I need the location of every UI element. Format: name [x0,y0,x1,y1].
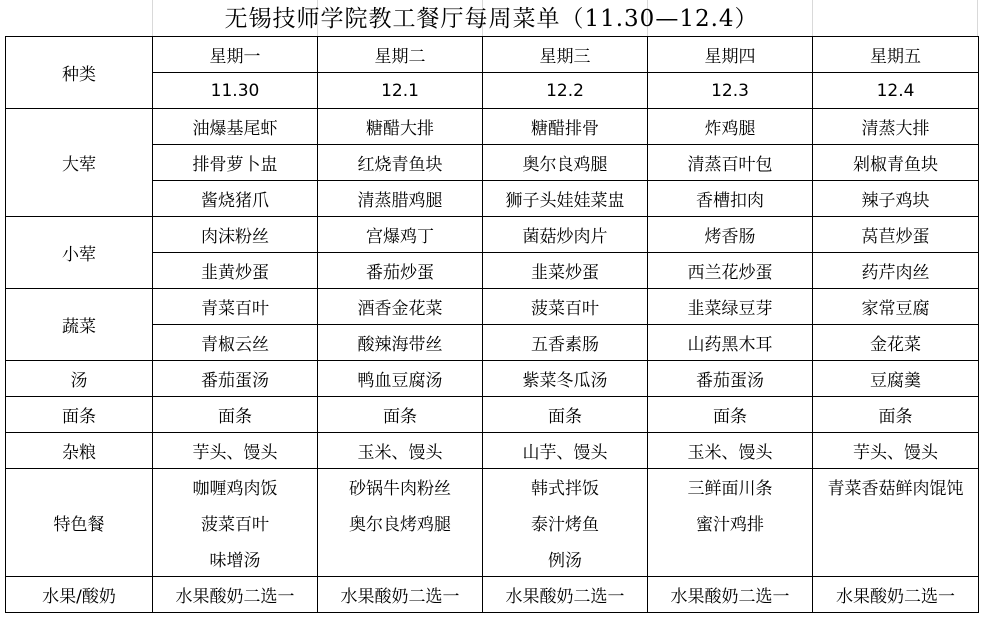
table-row [6,109,979,145]
dish-cell[interactable]: 咖喱鸡肉饭 [153,469,318,505]
dish-cell[interactable] [648,541,813,577]
dish-cell[interactable]: 剁椒青鱼块 [813,145,979,181]
dish-cell[interactable]: 酸辣海带丝 [318,325,483,361]
dish-cell[interactable]: 酱烧猪爪 [153,181,318,217]
table-row [6,577,979,613]
dish-cell[interactable]: 豆腐羹 [813,361,979,397]
dish-cell[interactable]: 玉米、馒头 [318,433,483,469]
dish-cell[interactable]: 奥尔良鸡腿 [483,145,648,181]
dish-cell[interactable]: 韭菜炒蛋 [483,253,648,289]
dish-cell[interactable]: 西兰花炒蛋 [648,253,813,289]
dish-cell[interactable]: 面条 [648,397,813,433]
dish-cell[interactable]: 番茄蛋汤 [153,361,318,397]
dish-cell[interactable]: 宫爆鸡丁 [318,217,483,253]
dish-cell[interactable]: 蜜汁鸡排 [648,505,813,541]
dish-cell[interactable]: 青菜百叶 [153,289,318,325]
dish-cell[interactable] [318,541,483,577]
dish-cell[interactable] [813,541,979,577]
day-header-thu[interactable]: 星期四 [648,37,813,73]
date-cell[interactable]: 12.1 [318,73,483,109]
dish-cell[interactable]: 青椒云丝 [153,325,318,361]
dish-cell[interactable]: 青菜香菇鲜肉馄饨 [813,469,979,505]
day-header-wed[interactable]: 星期三 [483,37,648,73]
dish-cell[interactable]: 奥尔良烤鸡腿 [318,505,483,541]
dish-cell[interactable]: 水果酸奶二选一 [318,577,483,613]
dish-cell[interactable]: 水果酸奶二选一 [153,577,318,613]
dish-cell[interactable]: 面条 [153,397,318,433]
dish-cell[interactable]: 糖醋排骨 [483,109,648,145]
dish-cell[interactable]: 药芹肉丝 [813,253,979,289]
table-row [6,433,979,469]
table-row [6,469,979,505]
dish-cell[interactable]: 面条 [483,397,648,433]
category-label-miantiao[interactable]: 面条 [6,397,153,433]
day-header-mon[interactable]: 星期一 [153,37,318,73]
dish-cell[interactable]: 排骨萝卜盅 [153,145,318,181]
menu-table [5,36,979,613]
category-label-fruit[interactable]: 水果/酸奶 [6,577,153,613]
dish-cell[interactable]: 泰汁烤鱼 [483,505,648,541]
table-row [6,397,979,433]
dish-cell[interactable]: 水果酸奶二选一 [483,577,648,613]
table-row [6,217,979,253]
dish-cell[interactable] [813,505,979,541]
dish-cell[interactable]: 韭黄炒蛋 [153,253,318,289]
dish-cell[interactable]: 糖醋大排 [318,109,483,145]
dish-cell[interactable]: 菌菇炒肉片 [483,217,648,253]
dish-cell[interactable]: 砂锅牛肉粉丝 [318,469,483,505]
dish-cell[interactable]: 面条 [813,397,979,433]
dish-cell[interactable]: 辣子鸡块 [813,181,979,217]
dish-cell[interactable]: 番茄蛋汤 [648,361,813,397]
table-row [6,289,979,325]
dish-cell[interactable]: 菠菜百叶 [153,505,318,541]
date-cell[interactable]: 12.3 [648,73,813,109]
day-header-tue[interactable]: 星期二 [318,37,483,73]
date-cell[interactable]: 12.4 [813,73,979,109]
dish-cell[interactable]: 油爆基尾虾 [153,109,318,145]
dish-cell[interactable]: 玉米、馒头 [648,433,813,469]
dish-cell[interactable]: 香槽扣肉 [648,181,813,217]
dish-cell[interactable]: 烤香肠 [648,217,813,253]
dish-cell[interactable]: 鸭血豆腐汤 [318,361,483,397]
dish-cell[interactable]: 芋头、馒头 [813,433,979,469]
dish-cell[interactable]: 紫菜冬瓜汤 [483,361,648,397]
category-header[interactable]: 种类 [6,37,153,109]
dish-cell[interactable]: 酒香金花菜 [318,289,483,325]
dish-cell[interactable]: 韭菜绿豆芽 [648,289,813,325]
dish-cell[interactable]: 番茄炒蛋 [318,253,483,289]
dish-cell[interactable]: 水果酸奶二选一 [813,577,979,613]
dish-cell[interactable]: 水果酸奶二选一 [648,577,813,613]
date-cell[interactable]: 12.2 [483,73,648,109]
dish-cell[interactable]: 山芋、馒头 [483,433,648,469]
dish-cell[interactable]: 五香素肠 [483,325,648,361]
dish-cell[interactable]: 清蒸大排 [813,109,979,145]
dish-cell[interactable]: 面条 [318,397,483,433]
dish-cell[interactable]: 芋头、馒头 [153,433,318,469]
dish-cell[interactable]: 清蒸百叶包 [648,145,813,181]
category-label-shucai[interactable]: 蔬菜 [6,289,153,361]
dish-cell[interactable]: 例汤 [483,541,648,577]
dish-cell[interactable]: 三鲜面川条 [648,469,813,505]
dish-cell[interactable]: 红烧青鱼块 [318,145,483,181]
category-label-dahun[interactable]: 大荤 [6,109,153,217]
dish-cell[interactable]: 炸鸡腿 [648,109,813,145]
menu-title: 无锡技师学院教工餐厅每周菜单（11.30—12.4） [224,6,759,32]
dish-cell[interactable]: 味增汤 [153,541,318,577]
dish-cell[interactable]: 韩式拌饭 [483,469,648,505]
dish-cell[interactable]: 肉沫粉丝 [153,217,318,253]
dish-cell[interactable]: 山药黑木耳 [648,325,813,361]
category-label-xiaohun[interactable]: 小荤 [6,217,153,289]
dish-cell[interactable]: 金花菜 [813,325,979,361]
dish-cell[interactable]: 菠菜百叶 [483,289,648,325]
date-cell[interactable]: 11.30 [153,73,318,109]
category-label-zaliang[interactable]: 杂粮 [6,433,153,469]
dish-cell[interactable]: 清蒸腊鸡腿 [318,181,483,217]
category-label-tang[interactable]: 汤 [6,361,153,397]
day-header-fri[interactable]: 星期五 [813,37,979,73]
dish-cell[interactable]: 莴苣炒蛋 [813,217,979,253]
table-row [6,361,979,397]
category-label-tesecan[interactable]: 特色餐 [6,469,153,577]
dish-cell[interactable]: 狮子头娃娃菜盅 [483,181,648,217]
header-row-days [6,37,979,73]
dish-cell[interactable]: 家常豆腐 [813,289,979,325]
